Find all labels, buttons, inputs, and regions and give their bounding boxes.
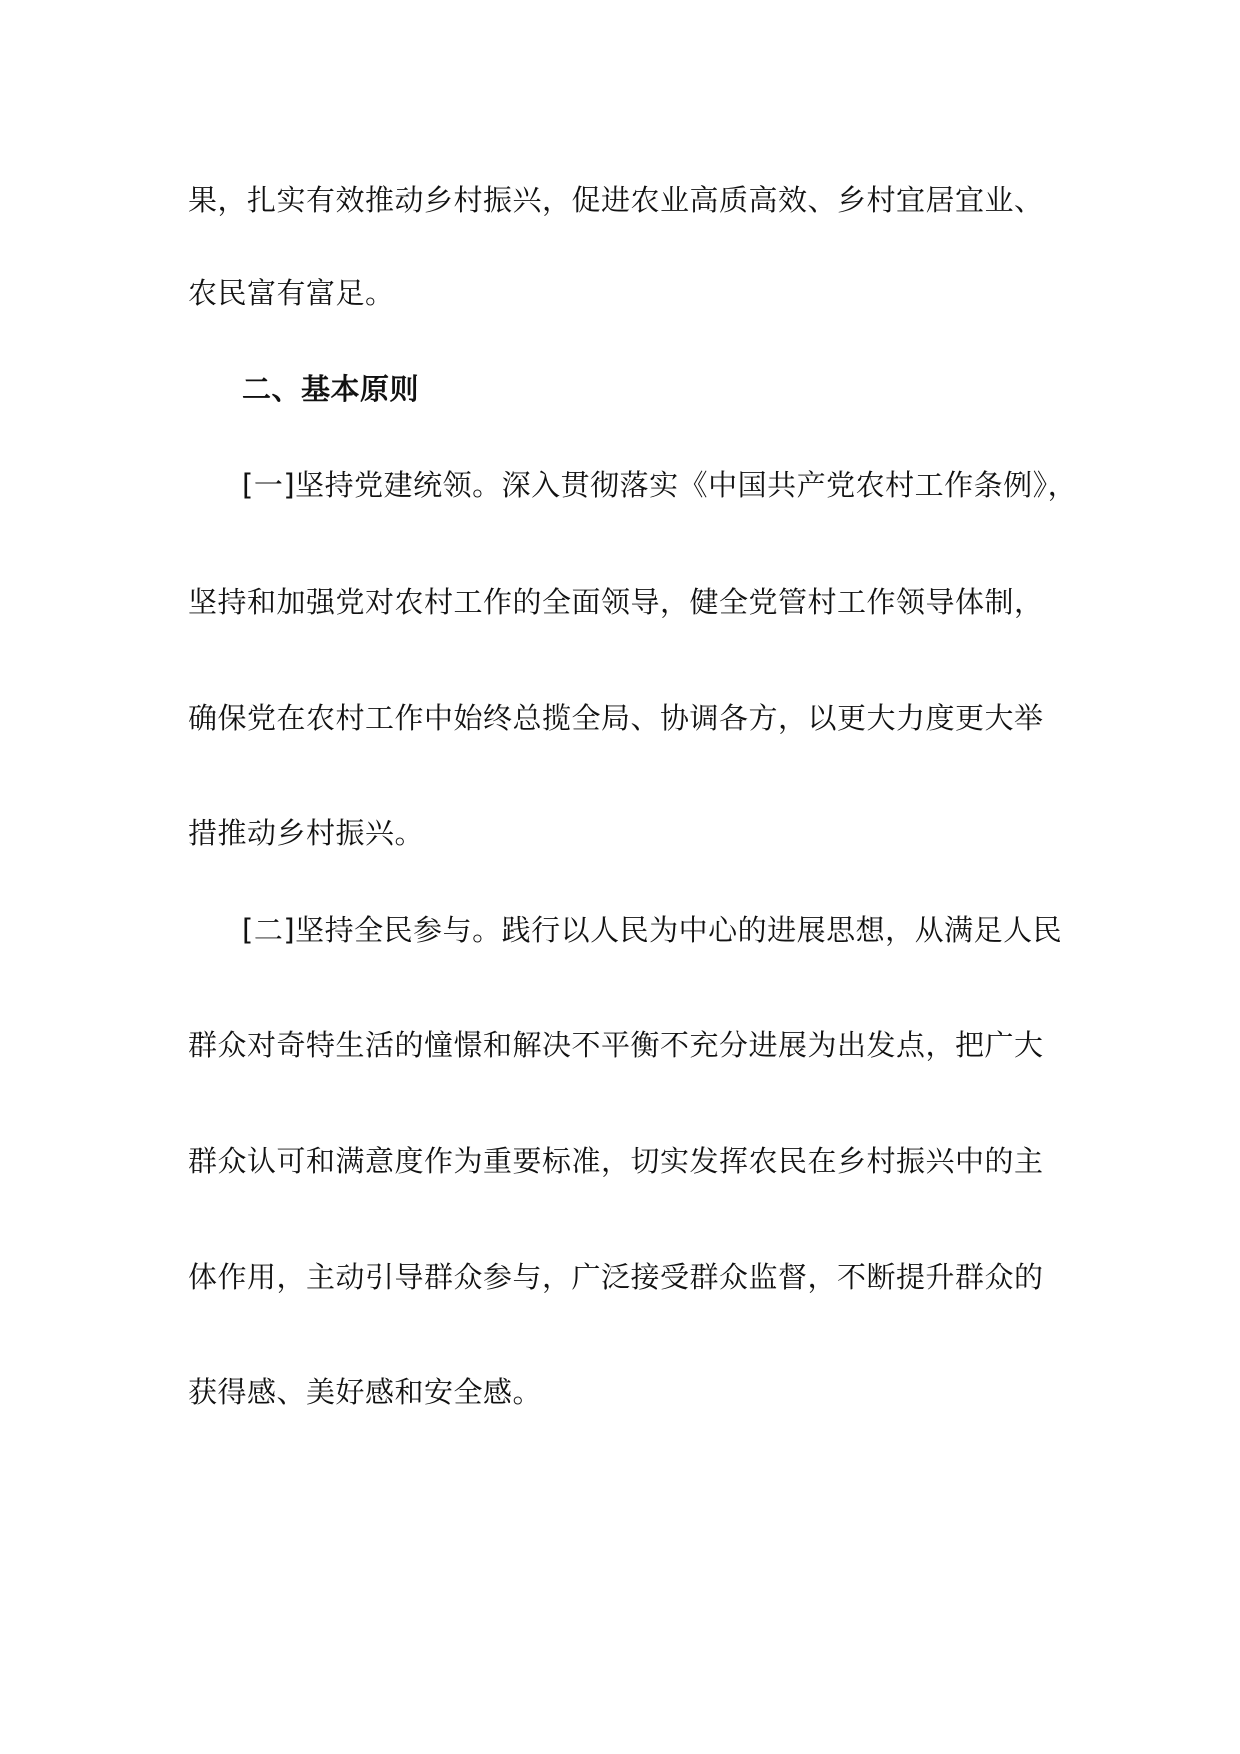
paragraph-line: 坚持和加强党对农村工作的全面领导，健全党管村工作领导体制， bbox=[188, 585, 1044, 619]
paragraph-line: 获得感、美好感和安全感。 bbox=[188, 1375, 543, 1409]
paragraph-line: 农民富有富足。 bbox=[188, 276, 395, 310]
paragraph-line: 体作用，主动引导群众参与，广泛接受群众监督，不断提升群众的 bbox=[188, 1260, 1044, 1294]
paragraph-line: 果，扎实有效推动乡村振兴，促进农业高质高效、乡村宜居宜业、 bbox=[188, 183, 1044, 217]
section-heading: 二、基本原则 bbox=[242, 372, 420, 406]
paragraph-line: 确保党在农村工作中始终总揽全局、协调各方，以更大力度更大举 bbox=[188, 701, 1044, 735]
paragraph-line: [一]坚持党建统领。深入贯彻落实《中国共产党农村工作条例》， bbox=[242, 468, 1078, 502]
paragraph-line: 群众认可和满意度作为重要标准，切实发挥农民在乡村振兴中的主 bbox=[188, 1144, 1044, 1178]
paragraph-line: 措推动乡村振兴。 bbox=[188, 816, 425, 850]
paragraph-line: [二]坚持全民参与。践行以人民为中心的进展思想，从满足人民 bbox=[242, 913, 1063, 947]
paragraph-line: 群众对奇特生活的憧憬和解决不平衡不充分进展为出发点，把广大 bbox=[188, 1028, 1044, 1062]
